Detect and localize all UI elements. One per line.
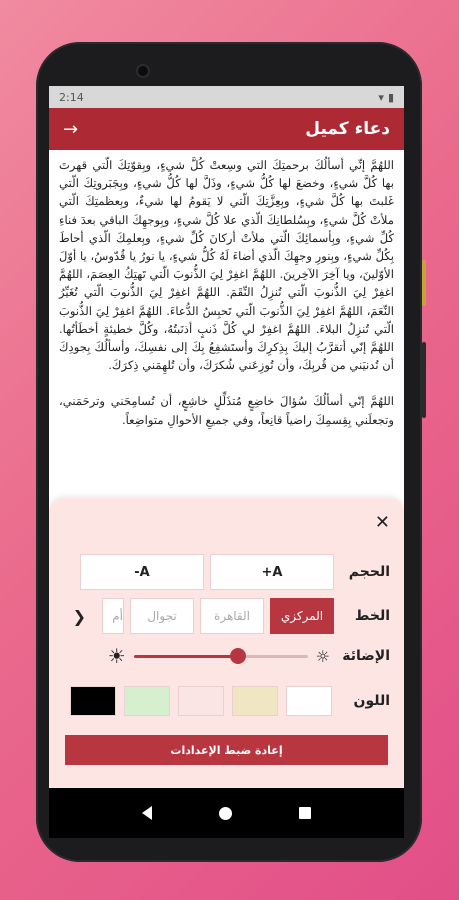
brightness-row	[63, 644, 390, 668]
font-options	[96, 598, 334, 634]
reading-settings-sheet	[49, 498, 404, 788]
prayer-text	[49, 150, 404, 498]
app-bar	[49, 108, 404, 150]
swatch-green[interactable]	[124, 686, 170, 716]
font-option-tajawal[interactable]: تجوال	[130, 598, 194, 634]
brightness-label: الإضائة	[342, 648, 390, 664]
chevron-left-icon[interactable]: ❮	[72, 606, 86, 626]
brightness-slider[interactable]	[134, 646, 308, 666]
color-label: اللون	[353, 693, 390, 709]
volume-button	[422, 342, 426, 418]
sun-bright-icon: ☀	[107, 644, 126, 668]
screen	[49, 86, 404, 838]
power-button	[422, 260, 426, 306]
reset-settings-button[interactable]: إعادة ضبط الإعدادات	[65, 735, 388, 765]
prayer-paragraph: اللهُمَّ إنّي أسألُكَ سُؤالَ خاضِعٍ مُتذَلِّلٍ خاشِعٍ، أن تُسامِحَني وترحَمَني، وتجعلَني بِقِسمِكَ راضياً قانِعاً، وفي جميعِ الأحوالِ متواضِعاً.	[59, 394, 394, 427]
slider-fill	[134, 655, 238, 658]
status-bar	[49, 86, 404, 108]
battery-icon: ▮	[387, 90, 394, 104]
page-title: دعاء كميل	[305, 119, 390, 139]
increase-size-button[interactable]: A+	[210, 554, 334, 590]
font-option-markazi[interactable]: المركزي	[270, 598, 334, 634]
decrease-size-button[interactable]: A-	[80, 554, 204, 590]
size-label: الحجم	[348, 564, 390, 580]
swatch-white[interactable]	[286, 686, 332, 716]
swatch-black[interactable]	[70, 686, 116, 716]
color-row	[63, 686, 390, 716]
swatch-pink[interactable]	[178, 686, 224, 716]
sun-dim-icon: ☼	[315, 646, 330, 666]
camera-icon	[138, 66, 148, 76]
close-icon[interactable]: ✕	[374, 512, 390, 533]
back-arrow-icon[interactable]: →	[63, 118, 79, 140]
nav-recent-icon[interactable]	[299, 807, 311, 819]
nav-back-icon[interactable]	[142, 806, 152, 820]
prayer-paragraph: اللهُمَّ إنِّي أسألُكَ برحمتِكَ التي وسِعتْ كُلَّ شيءٍ، وبِقوّتِكَ الّتي قهرتَ بها كُلَّ شيءٍ، وخضعَ لها كُلُّ شيءٍ، وذَلَّ لها كُلُّ شيءٍ، وبِجَبَروتِكَ الّتي غَلبتَ بها كُلَّ شيءٍ، وبِعِزَّتِكَ الّتي لا يَقومُ لها شيءٌ، وبِعظمتِكَ الّتي ملأتْ كُلَّ شيءٍ، وبِسُلطانِكَ الّذي علا كُلَّ شيءٍ، وبِوجهِكَ الباقي بعدَ فناءِ كُلِّ شيءٍ، وبِأسمائِكَ الّتي ملأتْ أركانَ كُلِّ شيءٍ، وبِعلمِكَ الّذي أحاطَ بِكُلِّ شيءٍ، وبِنورِ وجهِكَ الّذي أضاءَ لَهُ كُلُّ شيءٍ، يا نورُ يا قُدّوسُ، يا أوّلَ الأوّلينَ، ويا آخِرَ الآخِرينَ. اللهُمَّ اغفِرْ لِيَ الذُّنوبَ الّتي تَهتِكُ العِصَمَ، اللهُمَّ اغفِرْ لِيَ الذُّنوبَ الّتي تُنزِلُ النِّقَمَ. اللهُمَّ اغفِرْ لِيَ الذُّنوبَ الّتي تُغَيِّرُ النِّعَمَ، اللهُمَّ اغفِرْ لِيَ الذُّنوبَ الّتي تَحبِسُ الدُّعاءَ. اللهُمَّ اغفِرْ لِيَ الذُّنوبَ الّتي تُنزِلُ البلاءَ. اللهُمَّ اغفِرْ لي كُلَّ ذَنبٍ أذنَبتُهُ، وكُلَّ خطيئةٍ أخطَأتُها. اللهُمَّ إنّي أتقرَّبُ إليكَ بِذِكرِكَ وأستَشفِعُ بِكَ إلى نفسِكَ، وأسألُكَ بِجودِكَ أن تُدنيَني من قُربِكَ، وأن تُوزِعَني شُكرَكَ، وأن تُلهِمَني ذِكرَكَ.	[59, 158, 394, 373]
status-time: 2:14	[59, 90, 84, 104]
font-label: الخط	[354, 608, 390, 624]
phone-frame	[36, 42, 422, 862]
font-option-partial[interactable]: أم	[102, 598, 124, 634]
wifi-icon: ▾	[378, 90, 384, 104]
slider-thumb[interactable]	[230, 648, 246, 664]
font-option-cairo[interactable]: القاهرة	[200, 598, 264, 634]
size-row	[63, 554, 390, 590]
brightness-control	[108, 644, 330, 668]
system-nav-bar	[49, 788, 404, 838]
nav-home-icon[interactable]	[219, 807, 232, 820]
swatch-beige[interactable]	[232, 686, 278, 716]
font-row	[63, 598, 390, 634]
